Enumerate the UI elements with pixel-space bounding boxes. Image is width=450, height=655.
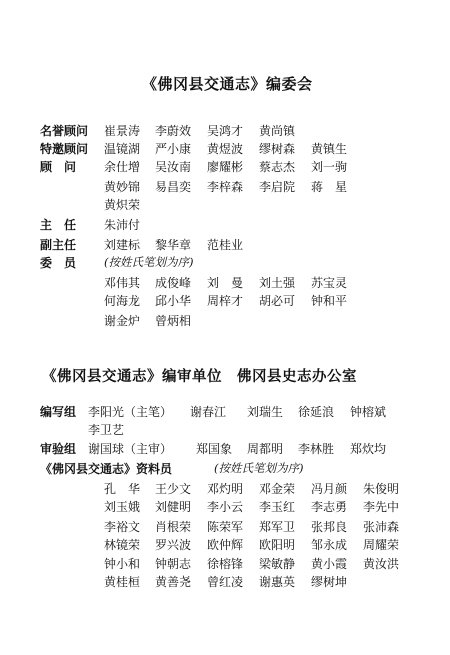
committee-person-name: 谢金炉 bbox=[104, 314, 141, 328]
review-person-name: 邓金荣 bbox=[259, 482, 296, 496]
committee-person-name: 曾炳相 bbox=[155, 314, 192, 328]
review-person-name: 李卫艺 bbox=[88, 423, 125, 437]
review-row bbox=[0, 480, 450, 498]
review-row bbox=[0, 403, 450, 421]
review-person-name: 周耀荣 bbox=[363, 538, 400, 552]
committee-person-name: 何海龙 bbox=[104, 294, 141, 308]
review-person-name: 钟朝志 bbox=[155, 557, 192, 571]
review-person-name: 陈荣军 bbox=[207, 520, 244, 534]
committee-person-name: 廖耀彬 bbox=[207, 160, 244, 174]
review-person-name: 黄小霞 bbox=[311, 557, 348, 571]
committee-person-name: 吴汝南 bbox=[155, 160, 192, 174]
review-person-name: 李小云 bbox=[207, 500, 244, 514]
committee-order-note: (按姓氏笔划为序) bbox=[104, 255, 194, 269]
committee-person-name: 李梓森 bbox=[207, 180, 244, 194]
committee-row bbox=[0, 158, 450, 176]
review-person-name: 郑炊均 bbox=[350, 442, 387, 456]
committee-person-name: 缪树森 bbox=[259, 142, 296, 156]
review-person-name: 刘瑞生 bbox=[247, 405, 284, 419]
review-role-label: 审验组 bbox=[40, 442, 77, 456]
review-role-label: 《佛冈县交通志》资料员 bbox=[40, 462, 173, 476]
review-row bbox=[0, 460, 450, 478]
committee-row bbox=[0, 196, 450, 214]
review-person-name: 徐榕锋 bbox=[207, 557, 244, 571]
review-person-name: 王少文 bbox=[155, 482, 192, 496]
committee-person-name: 刘土强 bbox=[259, 276, 296, 290]
review-person-name: 肖根荣 bbox=[155, 520, 192, 534]
committee-person-name: 邓伟其 bbox=[104, 276, 141, 290]
review-person-name: 张邦良 bbox=[311, 520, 348, 534]
review-person-name: 郑国象 bbox=[196, 442, 233, 456]
committee-person-name: 李蔚效 bbox=[155, 124, 192, 138]
review-row bbox=[0, 555, 450, 573]
committee-person-name: 朱沛付 bbox=[104, 218, 141, 232]
committee-person-name: 黄尚镇 bbox=[259, 124, 296, 138]
review-person-name: 李林胜 bbox=[298, 442, 335, 456]
review-person-name: 黄桂桓 bbox=[104, 575, 141, 589]
committee-person-name: 邱小华 bbox=[155, 294, 192, 308]
committee-person-name: 成俊峰 bbox=[155, 276, 192, 290]
committee-person-name: 温镜湖 bbox=[104, 142, 141, 156]
committee-person-name: 吴鸿才 bbox=[207, 124, 244, 138]
committee-row bbox=[0, 178, 450, 196]
review-person-name: 刘玉娥 bbox=[104, 500, 141, 514]
committee-row bbox=[0, 254, 450, 272]
committee-row bbox=[0, 140, 450, 158]
review-person-name: 李志勇 bbox=[311, 500, 348, 514]
committee-person-name: 刘一驹 bbox=[311, 160, 348, 174]
review-person-name: 缪树坤 bbox=[311, 575, 348, 589]
review-row bbox=[0, 573, 450, 591]
review-person-name: 刘健明 bbox=[155, 500, 192, 514]
review-person-name: 徐延浪 bbox=[298, 405, 335, 419]
committee-row bbox=[0, 274, 450, 292]
review-person-name: 李裕文 bbox=[104, 520, 141, 534]
review-person-name: 欧阳明 bbox=[259, 538, 296, 552]
review-person-name: 李阳光（主笔） bbox=[88, 405, 173, 419]
committee-row bbox=[0, 236, 450, 254]
review-row bbox=[0, 440, 450, 458]
review-person-name: 谢惠英 bbox=[259, 575, 296, 589]
committee-person-name: 易昌奕 bbox=[155, 180, 192, 194]
committee-person-name: 刘 曼 bbox=[207, 276, 244, 290]
committee-role-label: 委 员 bbox=[40, 256, 77, 270]
review-role-label: 编写组 bbox=[40, 405, 77, 419]
review-person-name: 谢春江 bbox=[190, 405, 227, 419]
committee-row bbox=[0, 292, 450, 310]
review-row bbox=[0, 518, 450, 536]
review-person-name: 林镜荣 bbox=[104, 538, 141, 552]
committee-role-label: 顾 问 bbox=[40, 160, 77, 174]
review-person-name: 罗兴波 bbox=[155, 538, 192, 552]
review-person-name: 李玉红 bbox=[259, 500, 296, 514]
committee-role-label: 名誉顾问 bbox=[40, 124, 89, 138]
committee-row bbox=[0, 216, 450, 234]
review-person-name: 谢国球（主审） bbox=[88, 442, 173, 456]
committee-role-label: 特邀顾问 bbox=[40, 142, 89, 156]
review-person-name: 郑军卫 bbox=[259, 520, 296, 534]
review-person-name: 黄善尧 bbox=[155, 575, 192, 589]
committee-person-name: 黄镇生 bbox=[311, 142, 348, 156]
review-row bbox=[0, 498, 450, 516]
committee-person-name: 李启院 bbox=[259, 180, 296, 194]
committee-person-name: 胡必可 bbox=[259, 294, 296, 308]
committee-person-name: 蒋 星 bbox=[311, 180, 348, 194]
review-row bbox=[0, 421, 450, 439]
review-person-name: 邓灼明 bbox=[207, 482, 244, 496]
review-person-name: 张沛森 bbox=[363, 520, 400, 534]
committee-person-name: 周梓才 bbox=[207, 294, 244, 308]
committee-title: 《佛冈县交通志》编委会 bbox=[142, 75, 313, 93]
committee-person-name: 黄煜波 bbox=[207, 142, 244, 156]
review-person-name: 邹永成 bbox=[311, 538, 348, 552]
review-person-name: 钟榕斌 bbox=[350, 405, 387, 419]
committee-person-name: 范桂业 bbox=[207, 238, 244, 252]
committee-person-name: 余仕增 bbox=[104, 160, 141, 174]
committee-row bbox=[0, 312, 450, 330]
committee-person-name: 严小康 bbox=[155, 142, 192, 156]
review-person-name: 孔 华 bbox=[104, 482, 141, 496]
review-title: 《佛冈县交通志》编审单位 佛冈县史志办公室 bbox=[42, 368, 357, 385]
committee-person-name: 黎华章 bbox=[155, 238, 192, 252]
committee-person-name: 刘建标 bbox=[104, 238, 141, 252]
committee-person-name: 钟和平 bbox=[311, 294, 348, 308]
review-person-name: 曾红凌 bbox=[207, 575, 244, 589]
committee-person-name: 崔景涛 bbox=[104, 124, 141, 138]
review-person-name: 欧仲辉 bbox=[207, 538, 244, 552]
review-person-name: 周都明 bbox=[247, 442, 284, 456]
review-person-name: 梁敏静 bbox=[259, 557, 296, 571]
review-person-name: 冯月颜 bbox=[311, 482, 348, 496]
committee-person-name: 苏宝灵 bbox=[311, 276, 348, 290]
committee-role-label: 副主任 bbox=[40, 238, 77, 252]
review-person-name: 朱俊明 bbox=[363, 482, 400, 496]
review-person-name: 黄汝洪 bbox=[363, 557, 400, 571]
review-order-note: (按姓氏笔划为序) bbox=[214, 461, 304, 475]
committee-person-name: 蔡志杰 bbox=[259, 160, 296, 174]
committee-row bbox=[0, 122, 450, 140]
review-person-name: 李先中 bbox=[363, 500, 400, 514]
committee-person-name: 黄炽荣 bbox=[104, 198, 141, 212]
committee-role-label: 主 任 bbox=[40, 218, 77, 232]
review-row bbox=[0, 536, 450, 554]
committee-person-name: 黄妙锦 bbox=[104, 180, 141, 194]
review-person-name: 钟小和 bbox=[104, 557, 141, 571]
